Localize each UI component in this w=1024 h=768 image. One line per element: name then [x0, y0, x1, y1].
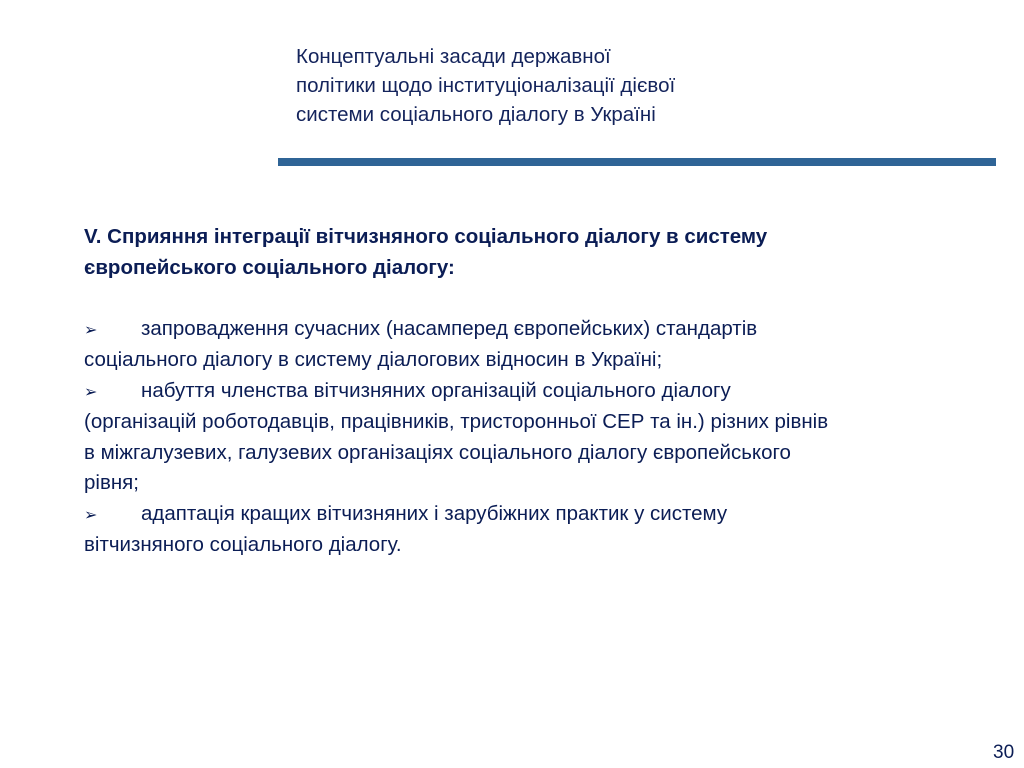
arrow-bullet-icon: ➢: [84, 319, 98, 339]
paragraph-spacer: [84, 283, 1019, 314]
title-line-2: політики щодо інституціоналізації дієвої: [296, 74, 676, 97]
bullet-item-1: [84, 314, 1019, 376]
heading-line-2: європейського соціального діалогу:: [84, 255, 455, 279]
bullet-3-line-1: [84, 499, 1019, 531]
heading-line-1: V. Сприяння інтеграції вітчизняного соціального діалогу в систему: [84, 225, 768, 248]
bullet-2-line-4: рівня;: [84, 471, 139, 494]
title-line-3: системи соціального діалогу в Україні: [296, 103, 656, 126]
bullet-2-line-3: в міжгалузевих, галузевих організаціях соціального діалогу європейського: [84, 440, 791, 464]
bullet-1-line-1: [84, 314, 1019, 346]
slide-content: [84, 222, 1019, 561]
title-line-1: Концептуальні засади державної: [296, 45, 611, 68]
arrow-bullet-icon: ➢: [84, 381, 98, 401]
bullet-2-line-1: [84, 376, 1019, 408]
bullet-2-text-1: набуття членства вітчизняних організацій соціального діалогу: [141, 378, 731, 402]
section-heading: [84, 222, 1019, 283]
page-number: 30: [993, 742, 1015, 763]
title-underline-rule: [278, 158, 996, 166]
bullet-1-line-2: соціального діалогу в систему діалогових відносин в Україні;: [84, 348, 663, 371]
bullet-3-text-1: адаптація кращих вітчизняних і зарубіжних практик у систему: [141, 501, 728, 525]
bullet-1-text-1: запровадження сучасних (насамперед європейських) стандартів: [141, 316, 758, 340]
bullet-3-line-2: вітчизняного соціального діалогу.: [84, 533, 402, 556]
bullet-item-3: [84, 499, 1019, 561]
slide-title: [296, 42, 816, 129]
bullet-item-2: [84, 376, 1019, 499]
bullet-2-line-2: (організацій роботодавців, працівників, тристоронньої СЕР та ін.) різних рівнів: [84, 410, 829, 433]
arrow-bullet-icon: ➢: [84, 504, 98, 524]
